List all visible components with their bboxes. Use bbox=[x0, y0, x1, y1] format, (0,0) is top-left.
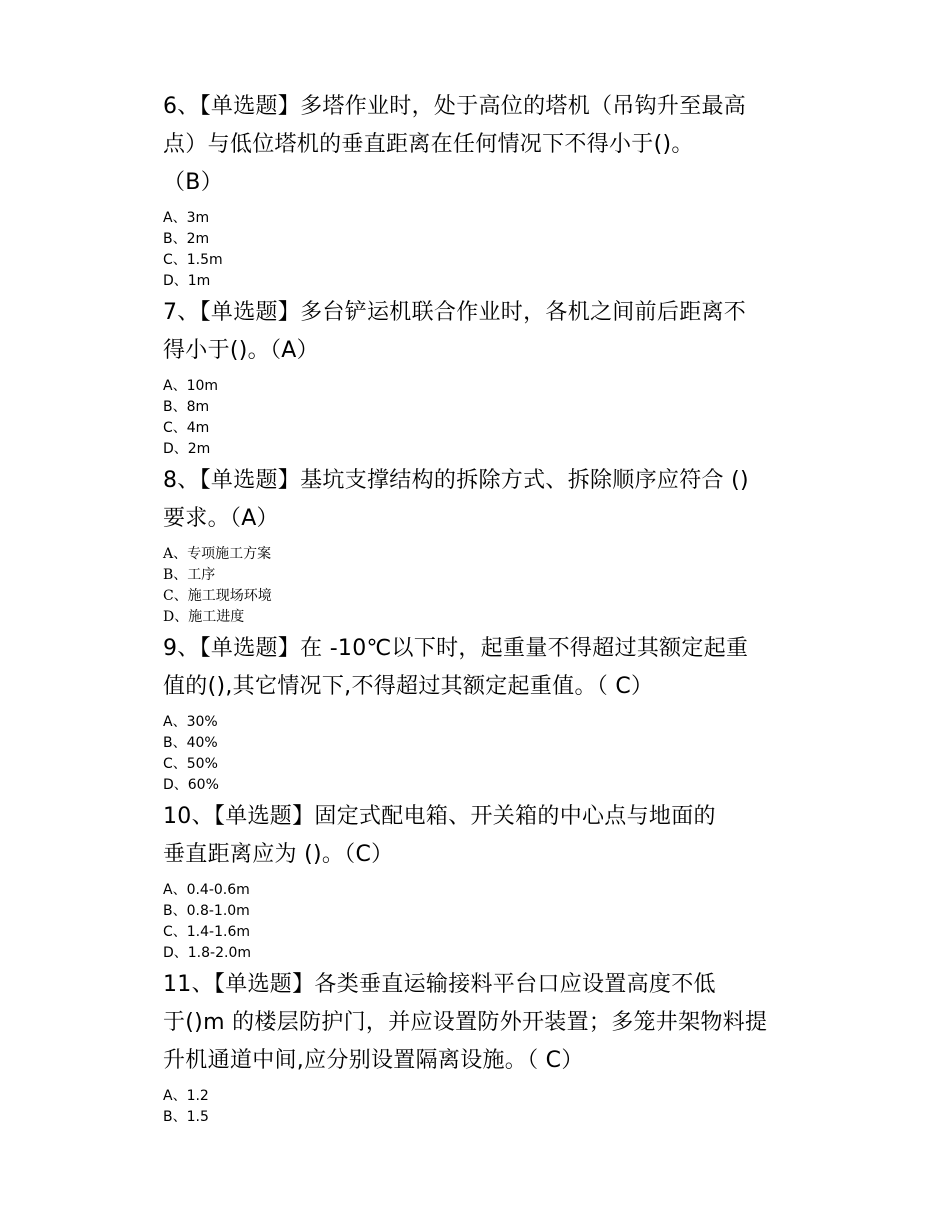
option-b: B、2m bbox=[163, 231, 210, 247]
option-b: B、8m bbox=[163, 399, 210, 415]
question-7 bbox=[163, 294, 813, 460]
option-list bbox=[163, 880, 813, 964]
question-line: 9、【单选题】在 -10℃以下时，起重量不得超过其额定起重 bbox=[163, 636, 749, 661]
document-page bbox=[163, 88, 813, 1130]
question-10 bbox=[163, 798, 813, 964]
option-a: A、30% bbox=[163, 714, 218, 730]
option-b: B、1.5 bbox=[163, 1109, 209, 1125]
question-11 bbox=[163, 966, 813, 1128]
question-6 bbox=[163, 88, 813, 292]
question-text bbox=[163, 798, 813, 874]
option-d: D、1.8-2.0m bbox=[163, 945, 251, 961]
question-line: 垂直距离应为 ()。（C） bbox=[163, 842, 394, 867]
question-text bbox=[163, 462, 813, 538]
question-line: （B） bbox=[163, 170, 223, 195]
question-8 bbox=[163, 462, 813, 628]
question-text bbox=[163, 630, 813, 706]
question-text bbox=[163, 966, 813, 1080]
option-c: C、1.5m bbox=[163, 252, 223, 268]
option-b: B、工序 bbox=[163, 567, 216, 583]
question-line: 得小于()。（A） bbox=[163, 338, 319, 363]
option-a: A、3m bbox=[163, 210, 210, 226]
option-list bbox=[163, 544, 813, 628]
question-line: 值的(),其它情况下,不得超过其额定起重值。（ C） bbox=[163, 674, 654, 699]
question-line: 7、【单选题】多台铲运机联合作业时，各机之间前后距离不 bbox=[163, 300, 747, 325]
question-line: 11、【单选题】各类垂直运输接料平台口应设置高度不低 bbox=[163, 972, 716, 997]
option-d: D、施工进度 bbox=[163, 609, 245, 625]
option-c: C、施工现场环境 bbox=[163, 588, 272, 604]
option-a: A、0.4-0.6m bbox=[163, 882, 250, 898]
option-list bbox=[163, 712, 813, 796]
option-b: B、40% bbox=[163, 735, 218, 751]
question-line: 点）与低位塔机的垂直距离在任何情况下不得小于()。 bbox=[163, 132, 694, 157]
question-text bbox=[163, 294, 813, 370]
option-b: B、0.8-1.0m bbox=[163, 903, 250, 919]
option-d: D、1m bbox=[163, 273, 211, 289]
option-d: D、2m bbox=[163, 441, 211, 457]
question-line: 8、【单选题】基坑支撑结构的拆除方式、拆除顺序应符合 () bbox=[163, 468, 749, 493]
option-list bbox=[163, 376, 813, 460]
option-list bbox=[163, 1086, 813, 1128]
question-line: 升机通道中间,应分别设置隔离设施。（ C） bbox=[163, 1048, 584, 1073]
option-list bbox=[163, 208, 813, 292]
question-line: 要求。（A） bbox=[163, 506, 279, 531]
question-text bbox=[163, 88, 813, 202]
option-a: A、1.2 bbox=[163, 1088, 209, 1104]
option-a: A、专项施工方案 bbox=[163, 546, 272, 562]
option-a: A、10m bbox=[163, 378, 219, 394]
question-line: 10、【单选题】固定式配电箱、开关箱的中心点与地面的 bbox=[163, 804, 716, 829]
option-c: C、50% bbox=[163, 756, 218, 772]
option-c: C、4m bbox=[163, 420, 210, 436]
question-line: 于()m 的楼层防护门，并应设置防外开装置；多笼井架物料提 bbox=[163, 1010, 768, 1035]
option-d: D、60% bbox=[163, 777, 219, 793]
question-9 bbox=[163, 630, 813, 796]
question-line: 6、【单选题】多塔作业时，处于高位的塔机（吊钩升至最高 bbox=[163, 94, 747, 119]
option-c: C、1.4-1.6m bbox=[163, 924, 250, 940]
